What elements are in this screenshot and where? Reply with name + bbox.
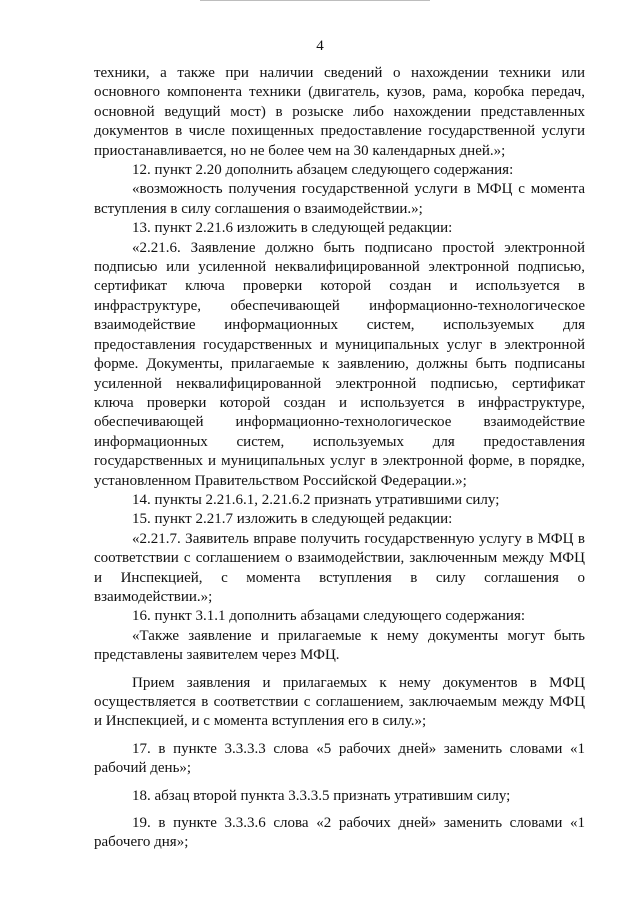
paragraph-item-13: 13. пункт 2.21.6 изложить в следующей редакции:: [132, 220, 453, 237]
paragraph-item-19: 19. в пункте 3.3.3.6 слова «2 рабочих дней» заменить словами «1 рабочего дня»;: [94, 815, 585, 851]
paragraph-item-12: 12. пункт 2.20 дополнить абзацем следующего содержания:: [132, 162, 514, 179]
paragraph-quote-mfc-1: «Также заявление и прилагаемые к нему документы могут быть представлены заявителем через МФЦ.: [94, 627, 585, 664]
page-number: 4: [316, 38, 324, 54]
paragraph-item-18: 18. абзац второй пункта 3.3.3.5 признать утратившим силу;: [132, 787, 511, 804]
paragraph-quote-2-20: «возможность получения государственной услуги в МФЦ с момента вступления в силу соглашения о взаимодействии.»;: [94, 181, 585, 217]
paragraph-quote-2-21-7: «2.21.7. Заявитель вправе получить государственную услугу в МФЦ в соответствии с соглашением о взаимодействии, заключенным между МФЦ и Инспекцией, с момента вступления в силу соглашения о взаимодействии.»;: [94, 530, 585, 605]
paragraph-quote-mfc-2: Прием заявления и прилагаемых к нему документов в МФЦ осуществляется в соответствии с соглашением, заключаемым между МФЦ и Инспекцией, и с момента вступления его в силу.»;: [94, 674, 585, 730]
paragraph-item-14: 14. пункты 2.21.6.1, 2.21.6.2 признать утратившими силу;: [132, 491, 500, 508]
paragraph-continuation: техники, а также при наличии сведений о нахождении техники или основного компонента техники (двигатель, кузов, рама, коробка передач, основной ведущий мост) в розыске либо нахождении представленных документов в числе похищенных предоставление государственной услуги приостанавливается, но не более чем на 30 календарных дней.»;: [94, 65, 585, 159]
paragraph-item-15: 15. пункт 2.21.7 изложить в следующей редакции:: [132, 511, 453, 528]
document-body: [94, 64, 585, 853]
scan-edge-line: [200, 0, 430, 1]
paragraph-quote-2-21-6: «2.21.6. Заявление должно быть подписано простой электронной подписью или усиленной неквалифицированной электронной подписью, сертификат ключа проверки которой создан и используется в инфраструктуре, обеспечивающей информационно-технологическое взаимодействие информационных систем, используемых для предоставления государственных и муниципальных услуг в электронной форме. Документы, прилагаемые к заявлению, должны быть подписаны усиленной неквалифицированной электронной подписью, сертификат ключа проверки которой создан и используется в инфраструктуре, обеспечивающей информационно-технологическое взаимодействие информационных систем, используемых для предоставления государственных и муниципальных услуг в электронной форме, в порядке, установленном Правительством Российской Федерации.»;: [94, 239, 585, 489]
paragraph-item-17: 17. в пункте 3.3.3.3 слова «5 рабочих дней» заменить словами «1 рабочий день»;: [94, 740, 585, 777]
paragraph-item-16: 16. пункт 3.1.1 дополнить абзацами следующего содержания:: [132, 608, 526, 625]
